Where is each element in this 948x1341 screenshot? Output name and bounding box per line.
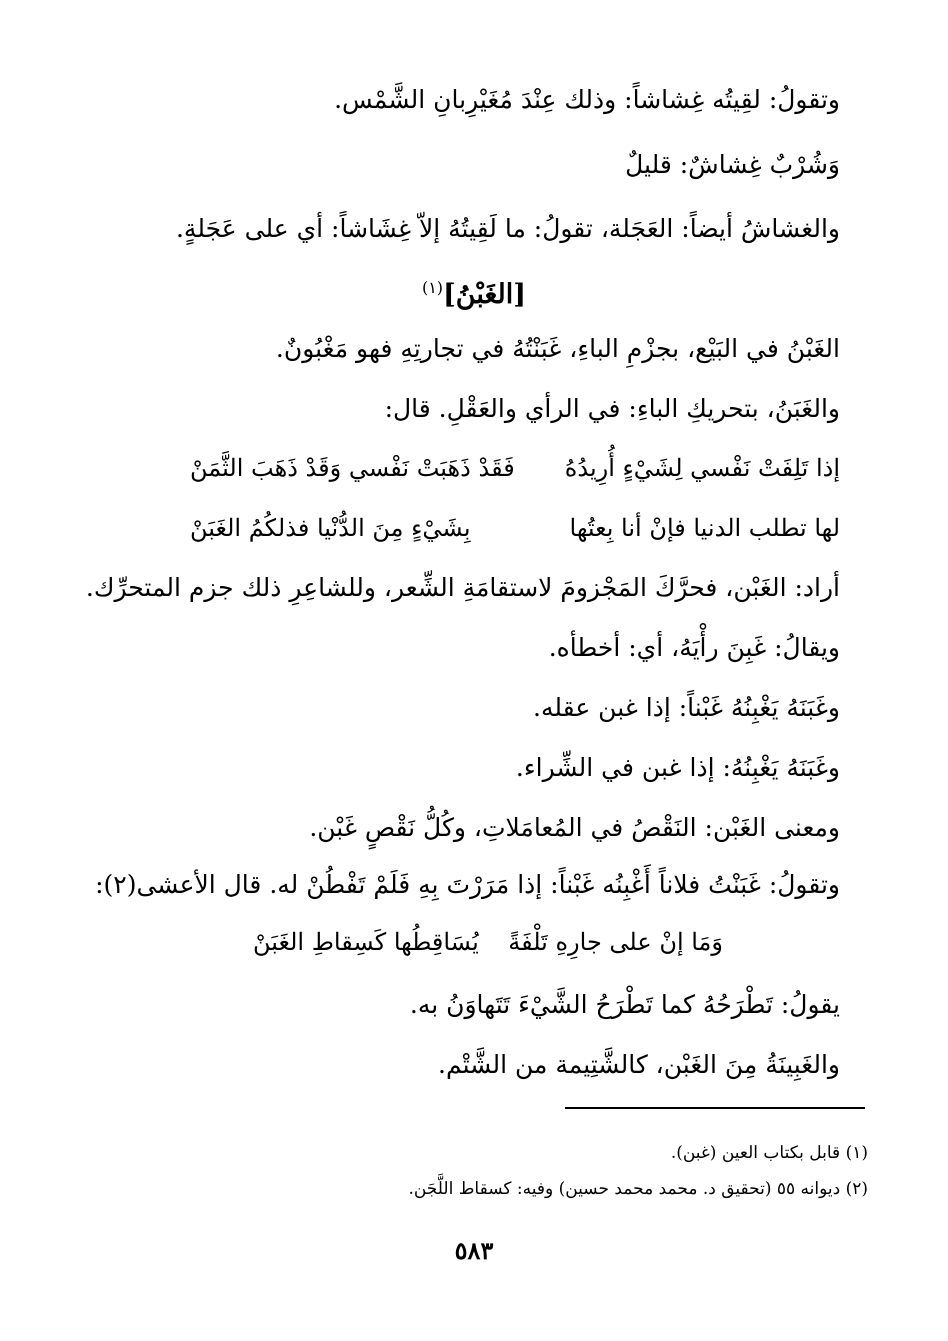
text-line: ويقالُ: غَبِنَ رأْيَهُ، أي: أخطأه. [548, 633, 840, 662]
footnote-divider [565, 1107, 865, 1109]
verse-second-hemistich: بِشَيْءٍ مِنَ الدُّنْيا فذلكُمُ الغَبَنْ [190, 514, 471, 542]
footnote: (٢) ديوانه ٥٥ (تحقيق د. محمد محمد حسين) وفيه: كسقاط اللَّجَن. [408, 1179, 868, 1199]
text-line: والغشاشُ أيضاً: العَجَلة، تقولُ: ما لَقِيتُهُ إلاّ غِشَاشاً: أي على عَجَلةٍ. [175, 214, 840, 243]
text-line: وغَبَنَهُ يَغْبِنُهُ: إذا غبن في الشِّراء. [515, 753, 840, 782]
footnote: (١) قابل بكتاب العين (غبن). [670, 1143, 868, 1163]
heading-title: [الغَبْنُ] [443, 279, 527, 310]
verse-first-hemistich: وَمَا إنْ على جارِهِ تَلْفَةً [508, 928, 723, 956]
text-line: أراد: الغَبْن، فحرَّكَ المَجْزومَ لاستقامَةِ الشِّعر، وللشاعِرِ ذلك جزم المتحرِّك. [85, 573, 840, 602]
verse-first-hemistich: إذا تَلِفَتْ نَفْسي لِشَيْءٍ أُرِيدُهُ [564, 454, 840, 482]
verse-line [253, 922, 723, 962]
text-line: ومعنى الغَبْن: النَقْصُ في المُعامَلاتِ، وكُلُّ نَقْصٍ غَبْن. [309, 813, 840, 842]
entry-heading [0, 268, 948, 315]
text-line: وغَبَنَهُ يَغْبِنُهُ غَبْناً: إذا غبن عقله. [533, 693, 840, 722]
verse-line [190, 508, 840, 548]
text-line: يقولُ: تَطْرَحُهُ كما تَطْرَحُ الشَّيْءَ تَتَهاوَنُ به. [409, 990, 840, 1019]
text-line: وتقولُ: غَبَنْتُ فلاناً أَغْبِنُه غَبْناً: إذا مَرَرْتَ بِهِ فَلَمْ تَفْطُنْ له. قال الأعشى(٢): [95, 870, 840, 899]
text-line: والغَبِينَةُ مِنَ الغَبْن، كالشَّتِيمة من الشَّتْم. [438, 1050, 840, 1079]
text-line: والغَبَنُ، بتحريكِ الباءِ: في الرأي والعَقْلِ. قال: [384, 394, 840, 423]
text-line: وَشُرْبٌ غِشاشٌ: قليلٌ [625, 150, 840, 179]
text-line: وتقولُ: لقِيتُه غِشاشاً: وذلك عِنْدَ مُغَيْرِبانِ الشَّمْس. [334, 85, 840, 114]
text-line: الغَبْنُ في البَيْع، بجزْمِ الباءِ، غَبَنْتُهُ في تجارتِهِ فهو مَغْبُونٌ. [275, 334, 840, 363]
verse-second-hemistich: فَقَدْ ذَهَبَتْ نَفْسي وَقَدْ ذَهَبَ الثَّمَنْ [190, 454, 515, 482]
verse-line [190, 448, 840, 488]
verse-first-hemistich: لها تطلب الدنيا فإنْ أنا بِعتُها [569, 514, 840, 542]
footnote-ref: (١) [421, 278, 444, 297]
verse-second-hemistich: يُسَاقِطُها كَسِقاطِ الغَبَنْ [253, 928, 479, 956]
page-number: ٥٨٣ [454, 1236, 494, 1265]
